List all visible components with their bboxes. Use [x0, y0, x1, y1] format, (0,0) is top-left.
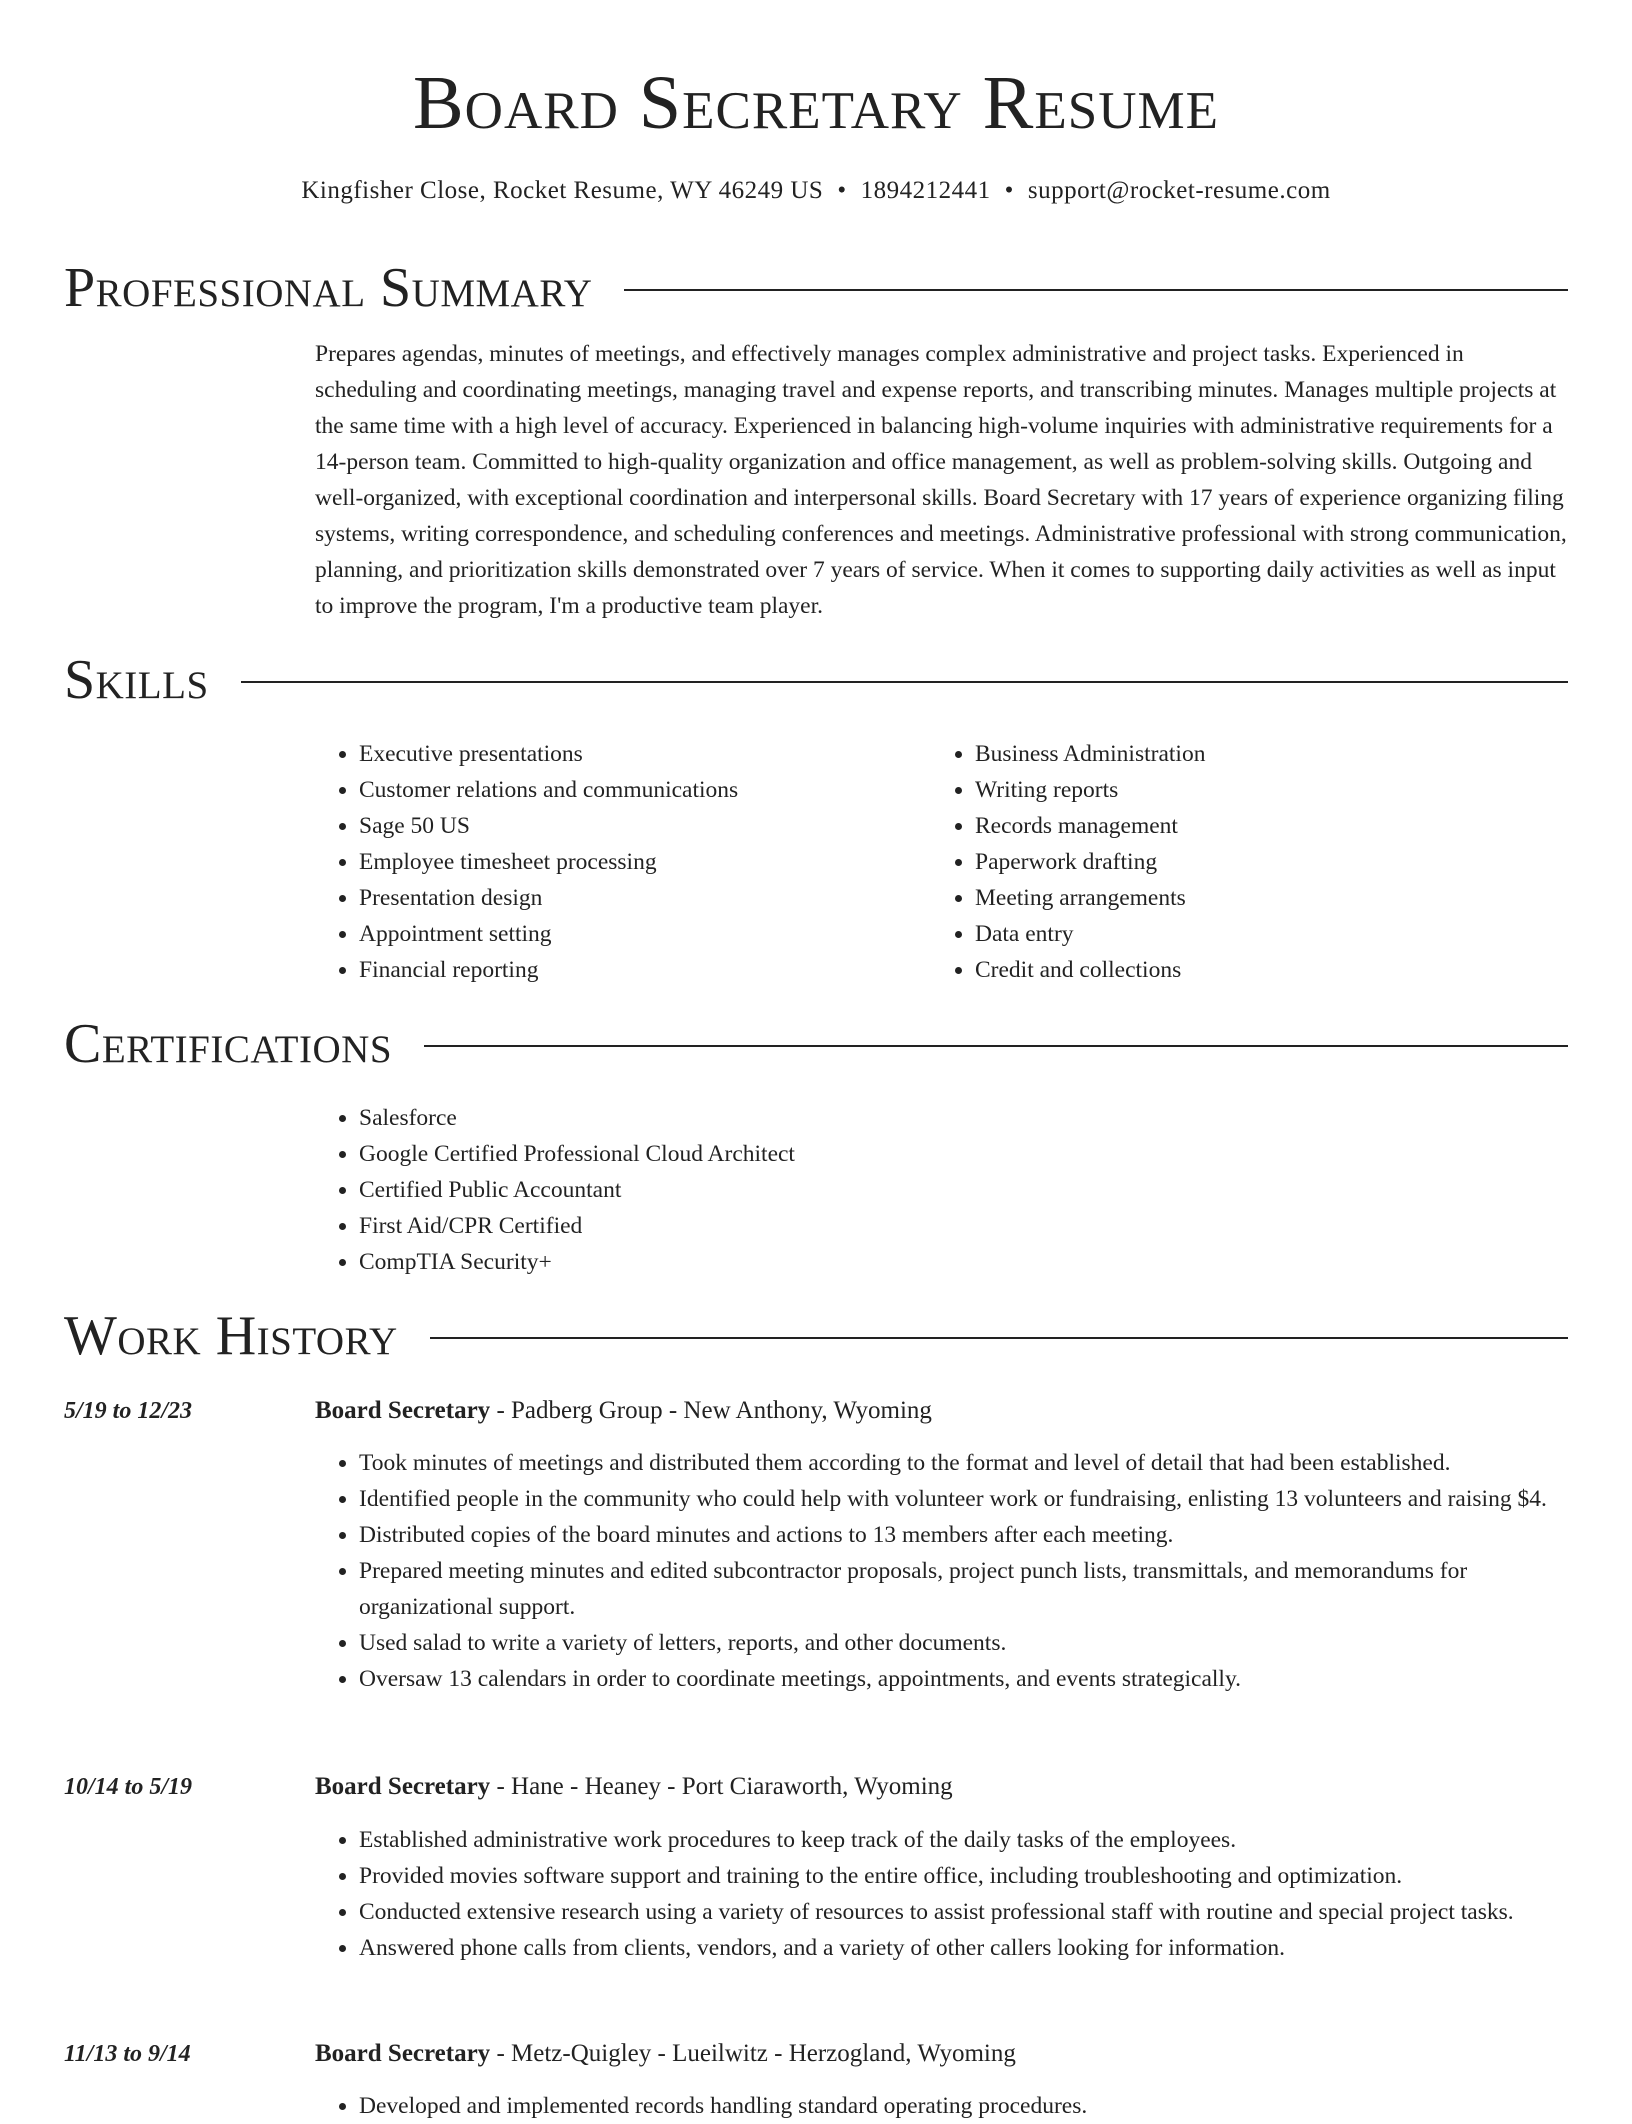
job-title: Board Secretary [315, 1397, 491, 1424]
certification-item: • Certified Public Accountant [359, 1172, 1315, 1208]
job-title: Board Secretary [315, 2040, 491, 2067]
work-history-section-header [64, 1304, 1568, 1368]
job-bullet: • Answered phone calls from clients, vendors, and a variety of other callers looking for information. [359, 1930, 1568, 1966]
job-bullets [315, 2088, 1568, 2124]
job-bullet: • Used salad to write a variety of letters, reports, and other documents. [359, 1625, 1568, 1661]
resume-title: Board Secretary Resume [412, 61, 1219, 145]
certifications-section-header [64, 1012, 1568, 1076]
certifications-heading: Certifications [64, 1013, 393, 1075]
skill-item: • Records management [975, 808, 1531, 844]
skill-item: • Sage 50 US [359, 808, 915, 844]
skills-list-right [931, 736, 1531, 988]
job-dates: 5/19 to 12/23 [64, 1398, 193, 1424]
skill-item: • Customer relations and communications [359, 772, 915, 808]
skill-item: • Meeting arrangements [975, 880, 1531, 916]
job-employer: - Metz-Quigley - Lueilwitz - Herzogland, Wyoming [490, 2040, 1016, 2067]
job-title-line [315, 2036, 1568, 2072]
section-divider [424, 1045, 1568, 1047]
summary-heading: Professional Summary [64, 257, 593, 319]
job-bullet: • Oversaw 13 calendars in order to coordinate meetings, appointments, and events strategically. [359, 1661, 1568, 1697]
certifications-list [315, 1100, 1315, 1280]
job-bullet: • Took minutes of meetings and distributed them according to the format and level of detail that had been established. [359, 1445, 1568, 1481]
section-divider [241, 681, 1568, 683]
job-bullet: • Prepared meeting minutes and edited subcontractor proposals, project punch lists, transmittals, and memorandums for organizational support. [359, 1553, 1568, 1625]
job-title-line [315, 1769, 1568, 1805]
job-bullet: • Provided movies software support and training to the entire office, including troubleshooting and optimization. [359, 1858, 1568, 1894]
summary-text: Prepares agendas, minutes of meetings, and effectively manages complex administrative and project tasks. Experienced in scheduling and coordinating meetings, managing travel and expense reports, and transcribing minutes. Manages multiple projects at the same time with a high level of accuracy. Experienced in balancing high-volume inquiries with administrative requirements for a 14-person team. Committed to high-quality organization and office management, as well as problem-solving skills. Outgoing and well-organized, with exceptional coordination and interpersonal skills. Board Secretary with 17 years of experience organizing filing systems, writing correspondence, and scheduling conferences and meetings. Administrative professional with strong communication, planning, and prioritization skills demonstrated over 7 years of service. When it comes to supporting daily activities as well as input to improve the program, I'm a productive team player. [315, 341, 1567, 619]
skill-item: • Writing reports [975, 772, 1531, 808]
skill-item: • Appointment setting [359, 916, 915, 952]
skills-list-left [315, 736, 915, 988]
skill-item: • Executive presentations [359, 736, 915, 772]
job-bullet: • Distributed copies of the board minutes and actions to 13 members after each meeting. [359, 1517, 1568, 1553]
email-link[interactable]: support@rocket-resume.com [1027, 177, 1331, 204]
certification-item: • Salesforce [359, 1100, 1315, 1136]
job-bullet: • Established administrative work procedures to keep track of the daily tasks of the employees. [359, 1822, 1568, 1858]
skill-item: • Employee timesheet processing [359, 844, 915, 880]
section-divider [624, 289, 1568, 291]
skill-item: • Business Administration [975, 736, 1531, 772]
job-title-line [315, 1393, 1568, 1429]
job-bullets [315, 1445, 1568, 1697]
skill-item: • Credit and collections [975, 952, 1531, 988]
address-text: Kingfisher Close, Rocket Resume, WY 46249 US [301, 177, 824, 204]
phone-text: 1894212441 [860, 177, 991, 204]
job-dates: 11/13 to 9/14 [64, 2041, 191, 2067]
certification-item: • Google Certified Professional Cloud Architect [359, 1136, 1315, 1172]
job-title: Board Secretary [315, 1773, 491, 1800]
certification-item: • CompTIA Security+ [359, 1244, 1315, 1280]
job-bullet: • Identified people in the community who could help with volunteer work or fundraising, enlisting 13 volunteers and raising $4. [359, 1481, 1568, 1517]
job-employer: - Padberg Group - New Anthony, Wyoming [490, 1397, 932, 1424]
skill-item: • Paperwork drafting [975, 844, 1531, 880]
skill-item: • Financial reporting [359, 952, 915, 988]
contact-line [0, 174, 1632, 208]
summary-section-header [64, 256, 1568, 320]
skill-item: • Presentation design [359, 880, 915, 916]
job-bullet: • Developed and implemented records handling standard operating procedures. [359, 2088, 1568, 2124]
certification-item: • First Aid/CPR Certified [359, 1208, 1315, 1244]
job-bullet: • Conducted extensive research using a variety of resources to assist professional staff with routine and special project tasks. [359, 1894, 1568, 1930]
skills-section-header [64, 648, 1568, 712]
section-divider [430, 1337, 1568, 1339]
work-history-heading: Work History [64, 1305, 398, 1367]
job-employer: - Hane - Heaney - Port Ciaraworth, Wyoming [490, 1773, 953, 1800]
separator-dot: • [837, 177, 847, 204]
skills-heading: Skills [64, 649, 209, 711]
job-dates: 10/14 to 5/19 [64, 1774, 193, 1800]
skill-item: • Data entry [975, 916, 1531, 952]
separator-dot: • [1004, 177, 1014, 204]
job-bullets [315, 1822, 1568, 1966]
